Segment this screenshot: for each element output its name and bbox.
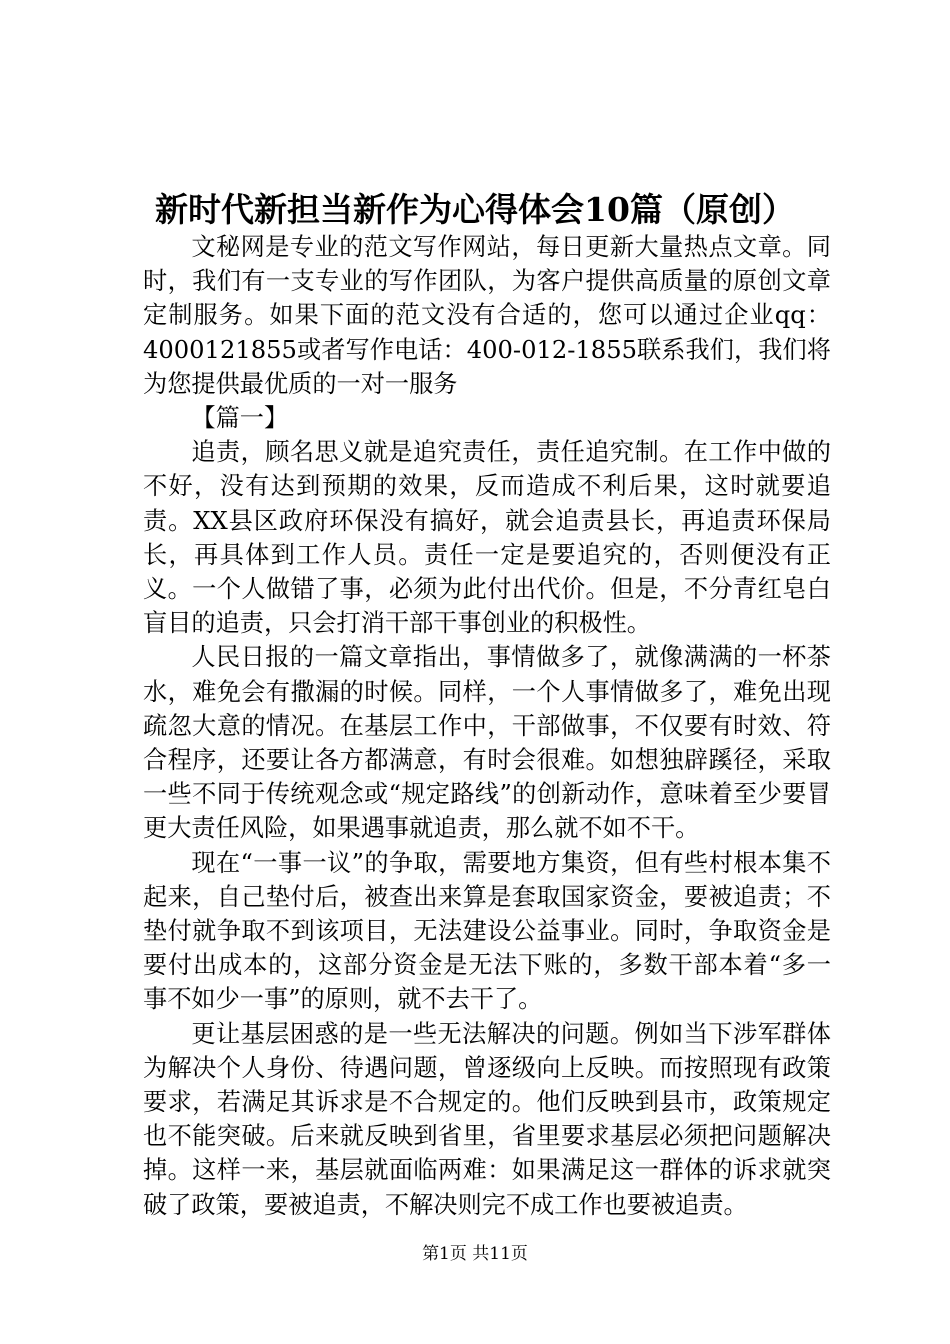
document-title: 新时代新担当新作为心得体会10篇（原创） <box>155 190 795 229</box>
paragraph: 现在“一事一议”的争取，需要地方集资，但有些村根本集不起来，自己垫付后，被查出来算是套取国家资金，要被追责；不垫付就争取不到该项目，无法建设公益事业。同时，争取资金是要付出成本的，这部分资金是无法下账的，多数干部本着“多一事不如少一事”的原则，就不去干了。 <box>143 848 831 1014</box>
section-heading: 【篇一】 <box>191 404 289 433</box>
paragraph: 人民日报的一篇文章指出，事情做多了，就像满满的一杯茶水，难免会有撒漏的时候。同样，一个人事情做多了，难免出现疏忽大意的情况。在基层工作中，干部做事，不仅要有时效、符合程序，还要让各方都满意，有时会很难。如想独辟蹊径，采取一些不同于传统观念或“规定路线”的创新动作，意味着至少要冒更大责任风险，如果遇事就追责，那么就不如不干。 <box>143 643 831 843</box>
page-number-footer: 第1页 共11页 <box>422 1244 528 1264</box>
paragraph: 更让基层困惑的是一些无法解决的问题。例如当下涉军群体为解决个人身份、待遇问题，曾逐级向上反映。而按照现有政策要求，若满足其诉求是不合规定的。他们反映到县市，政策规定也不能突破。后来就反映到省里，省里要求基层必须把问题解决掉。这样一来，基层就面临两难：如果满足这一群体的诉求就突破了政策，要被追责，不解决则完不成工作也要被追责。 <box>143 1019 831 1219</box>
paragraph: 追责，顾名思义就是追究责任，责任追究制。在工作中做的不好，没有达到预期的效果，反而造成不利后果，这时就要追责。XX县区政府环保没有搞好，就会追责县长，再追责环保局长，再具体到工作人员。责任一定是要追究的，否则便没有正义。一个人做错了事，必须为此付出代价。但是，不分青红皂白盲目的追责，只会打消干部干事创业的积极性。 <box>143 438 831 638</box>
paragraph-intro: 文秘网是专业的范文写作网站，每日更新大量热点文章。同时，我们有一支专业的写作团队，为客户提供高质量的原创文章定制服务。如果下面的范文没有合适的，您可以通过企业qq：4000121855或者写作电话：400-012-1855联系我们，我们将为您提供最优质的一对一服务 <box>143 233 831 398</box>
document-body <box>143 230 831 1222</box>
